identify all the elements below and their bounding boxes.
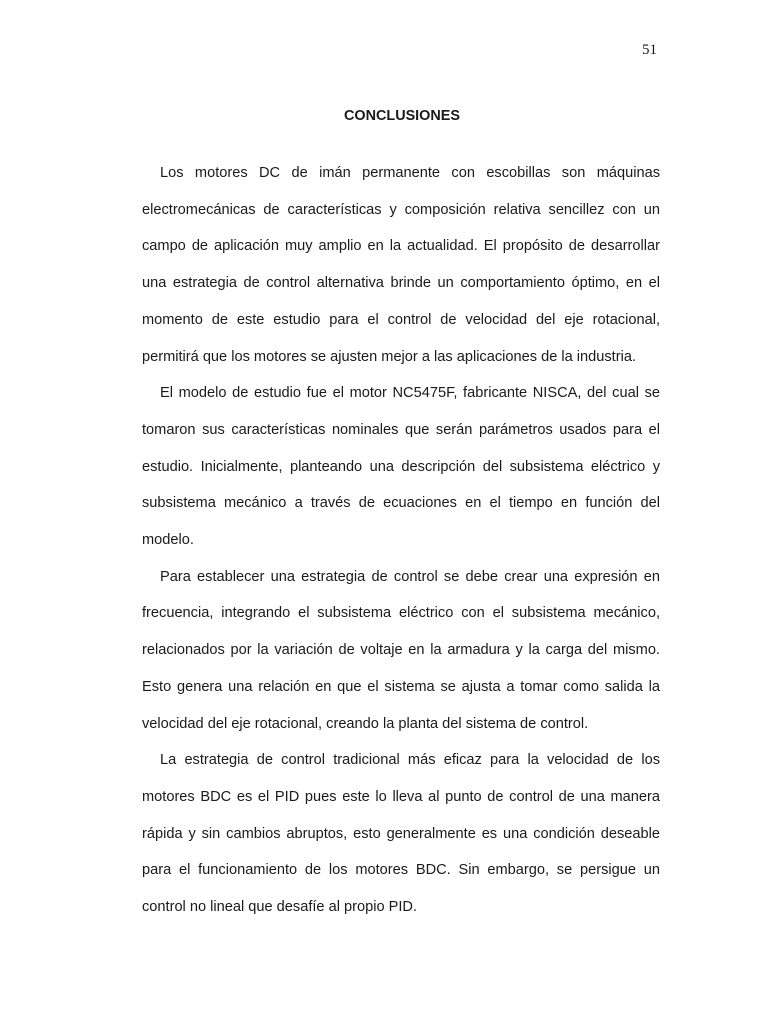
page-number: 51 [642, 42, 657, 58]
paragraph-2: El modelo de estudio fue el motor NC5475F, fabricante NISCA, del cual se tomaron sus características nominales que serán parámetros usados para el estudio. Inicialmente, planteando una descripción del subsistema eléctrico y subsistema mecánico a través de ecuaciones en el tiempo en función del modelo. [142, 385, 660, 549]
paragraph-1: Los motores DC de imán permanente con escobillas son máquinas electromecánicas de características y composición relativa sencillez con un campo de aplicación muy amplio en la actualidad. El propósito de desarrollar una estrategia de control alternativa brinde un comportamiento óptimo, en el momento de este estudio para el control de velocidad del eje rotacional, permitirá que los motores se ajusten mejor a las aplicaciones de la industria. [142, 165, 660, 365]
section-title: CONCLUSIONES [344, 108, 460, 124]
body-text [142, 155, 660, 926]
paragraph-3: Para establecer una estrategia de control se debe crear una expresión en frecuencia, integrando el subsistema eléctrico con el subsistema mecánico, relacionados por la variación de voltaje en la armadura y la carga del mismo. Esto genera una relación en que el sistema se ajusta a tomar como salida la velocidad del eje rotacional, creando la planta del sistema de control. [142, 568, 660, 732]
paragraph-4: La estrategia de control tradicional más eficaz para la velocidad de los motores BDC es el PID pues este lo lleva al punto de control de una manera rápida y sin cambios abruptos, esto generalmente es una condición deseable para el funcionamiento de los motores BDC. Sin embargo, se persigue un control no lineal que desafíe al propio PID. [142, 752, 660, 916]
